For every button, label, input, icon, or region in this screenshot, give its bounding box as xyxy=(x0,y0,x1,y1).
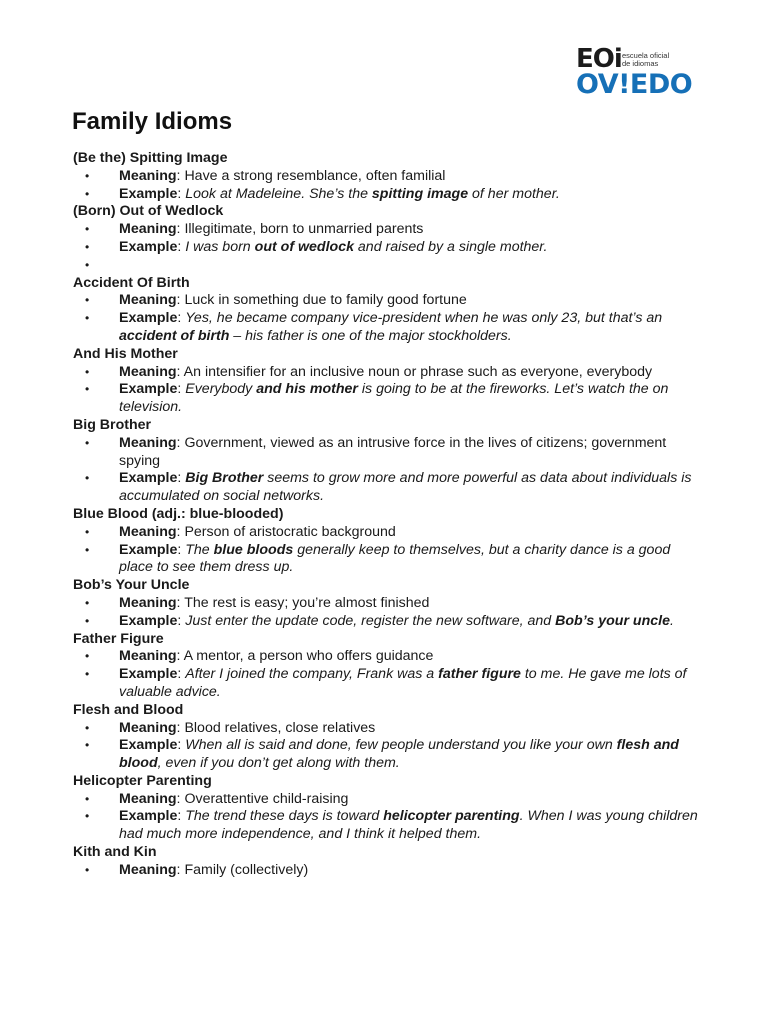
text-segment: generally keep to themselves, but a charity dance is a good place to see them dress up. xyxy=(119,541,671,576)
idiom-highlight: flesh and blood xyxy=(119,737,679,772)
idiom-highlight: spitting image xyxy=(371,185,469,202)
text-segment: Everybody xyxy=(185,381,257,398)
example-item: • Example: Just enter the update code, register the new software, and Bob’s your uncle. xyxy=(85,612,674,629)
meaning-item: • Meaning: Illegitimate, born to unmarried parents xyxy=(85,221,424,238)
bullet-icon: • xyxy=(85,311,90,326)
bullet-icon: • xyxy=(85,293,90,308)
meaning-text xyxy=(184,791,348,807)
bullet-icon: • xyxy=(85,186,90,201)
bullet-icon: • xyxy=(85,239,90,254)
example-text xyxy=(185,186,560,202)
meaning-text xyxy=(184,595,429,611)
text-segment: The trend these days is toward xyxy=(185,808,384,825)
bullet-icon: • xyxy=(85,595,90,610)
meaning-text xyxy=(184,168,445,184)
example-label: Example xyxy=(119,238,178,255)
idiom-highlight: and his mother xyxy=(256,381,358,398)
text-segment: Overattentive child-raising xyxy=(184,790,349,807)
example-label: Example xyxy=(119,808,178,825)
idiom-highlight: blue bloods xyxy=(213,541,294,558)
meaning-text xyxy=(184,648,434,664)
example-text xyxy=(119,737,679,771)
bullet-icon: • xyxy=(85,809,90,824)
example-item: • Example: When all is said and done, few people understand you like your own flesh and blood, even if you don’t get along with them. xyxy=(85,737,679,772)
example-label: Example xyxy=(119,541,178,558)
meaning-text xyxy=(184,221,423,237)
idiom-details xyxy=(73,720,703,773)
meaning-item: • Meaning: Have a strong resemblance, often familial xyxy=(85,167,446,184)
idiom-highlight: accident of birth xyxy=(119,327,230,344)
logo-city-wordmark: OV!EDO xyxy=(576,69,693,100)
idiom-details xyxy=(73,791,703,844)
text-segment: Illegitimate, born to unmarried parents xyxy=(184,221,424,238)
meaning-label: Meaning xyxy=(119,719,177,736)
text-segment: Yes, he became company vice-president when he was only 23, but that’s an xyxy=(185,310,663,327)
idiom-details xyxy=(73,292,703,345)
meaning-text xyxy=(184,720,375,736)
text-segment: A mentor, a person who offers guidance xyxy=(183,648,434,665)
meaning-label: Meaning xyxy=(119,167,177,184)
example-label: Example xyxy=(119,185,178,202)
example-item: • Example: I was born out of wedlock and raised by a single mother. xyxy=(85,238,548,255)
bullet-icon: • xyxy=(85,720,90,735)
idiom-heading: Helicopter Parenting xyxy=(73,772,212,789)
bullet-icon: • xyxy=(85,667,90,682)
bullet-icon: • xyxy=(85,791,90,806)
meaning-label: Meaning xyxy=(119,523,177,540)
bullet-icon: • xyxy=(85,222,90,237)
idiom-details xyxy=(73,168,703,204)
idiom-details xyxy=(73,648,703,701)
bullet-icon: • xyxy=(85,364,90,379)
idiom-heading: Kith and Kin xyxy=(73,844,157,861)
bullet-icon: • xyxy=(85,471,90,486)
meaning-text xyxy=(184,862,308,878)
text-segment: – his father is one of the major stockholders. xyxy=(229,327,512,344)
text-segment: Blood relatives, close relatives xyxy=(184,719,376,736)
idiom-heading: Flesh and Blood xyxy=(73,701,184,718)
meaning-item: • Meaning: Overattentive child-raising xyxy=(85,790,349,807)
example-item: • Example: The trend these days is toward helicopter parenting. When I was young children had much more independence, and I think it helped them. xyxy=(85,808,698,843)
text-segment: and raised by a single mother. xyxy=(353,238,548,255)
idiom-details xyxy=(73,364,703,417)
bullet-icon: • xyxy=(85,649,90,664)
meaning-label: Meaning xyxy=(119,861,177,878)
idiom-heading: Accident Of Birth xyxy=(73,274,190,291)
example-text xyxy=(119,381,668,415)
page-title: Family Idioms xyxy=(72,108,233,135)
text-segment: After I joined the company, Frank was a xyxy=(185,666,439,683)
idiom-highlight: father figure xyxy=(438,666,521,683)
text-segment: An intensifier for an inclusive noun or phrase such as everyone, everybody xyxy=(183,363,653,380)
text-segment: to me. He gave me lots of valuable advice. xyxy=(119,666,687,700)
text-segment: Have a strong resemblance, often familial xyxy=(184,167,446,184)
bullet-icon: • xyxy=(85,862,90,877)
example-text xyxy=(185,613,674,629)
example-text xyxy=(119,310,662,344)
meaning-item: • Meaning: Blood relatives, close relatives xyxy=(85,719,376,736)
text-segment: Luck in something due to family good fortune xyxy=(184,292,467,309)
idiom-highlight: Big Brother xyxy=(185,470,264,487)
idiom-heading: Blue Blood (adj.: blue-blooded) xyxy=(73,505,284,522)
text-segment: Government, viewed as an intrusive force in the lives of citizens; government spying xyxy=(119,434,667,469)
bullet-icon: • xyxy=(85,257,90,272)
meaning-item: • Meaning: Government, viewed as an intrusive force in the lives of citizens; government spying xyxy=(85,434,667,469)
idiom-heading: And His Mother xyxy=(73,345,178,362)
logo-tagline xyxy=(622,52,669,68)
idiom-heading: Father Figure xyxy=(73,630,164,647)
idiom-highlight: Bob’s your uncle xyxy=(555,612,670,629)
text-segment: is going to be at the fireworks. Let’s watch the on television. xyxy=(119,381,669,416)
meaning-label: Meaning xyxy=(119,221,177,238)
example-label: Example xyxy=(119,666,178,683)
text-segment: I was born xyxy=(185,238,255,255)
example-label: Example xyxy=(119,470,178,487)
meaning-label: Meaning xyxy=(119,790,177,807)
bullet-icon: • xyxy=(85,613,90,628)
logo-tagline-line-1: escuela oficial xyxy=(622,51,670,60)
text-segment: When all is said and done, few people understand you like your own xyxy=(185,737,617,754)
empty-bullet xyxy=(73,257,703,275)
bullet-icon: • xyxy=(85,435,90,450)
example-text xyxy=(185,239,547,255)
meaning-item: • Meaning: Luck in something due to family good fortune xyxy=(85,292,467,309)
idiom-list xyxy=(73,150,703,880)
text-segment: The rest is easy; you’re almost finished xyxy=(184,594,430,611)
example-text xyxy=(119,808,698,842)
text-segment: of her mother. xyxy=(468,185,560,202)
idiom-details xyxy=(73,524,703,577)
text-segment: Family (collectively) xyxy=(184,861,309,878)
text-segment: Person of aristocratic background xyxy=(184,523,396,540)
example-label: Example xyxy=(119,737,178,754)
text-segment: seems to grow more and more powerful as data about individuals is accumulated on social networks. xyxy=(119,470,692,505)
meaning-label: Meaning xyxy=(119,292,177,309)
example-item: • Example: After I joined the company, Frank was a father figure to me. He gave me lots of valuable advice. xyxy=(85,666,687,700)
logo-eoi-wordmark: EOi xyxy=(576,44,622,74)
idiom-details xyxy=(73,435,703,506)
example-text xyxy=(119,666,687,700)
example-label: Example xyxy=(119,612,178,629)
bullet-icon: • xyxy=(85,542,90,557)
idiom-highlight: helicopter parenting xyxy=(383,808,520,825)
example-text xyxy=(119,542,670,576)
example-label: Example xyxy=(119,381,178,398)
example-item: • Example: Look at Madeleine. She’s the spitting image of her mother. xyxy=(85,185,560,202)
meaning-text xyxy=(184,364,652,380)
idiom-details xyxy=(73,595,703,631)
meaning-label: Meaning xyxy=(119,648,177,665)
idiom-details xyxy=(73,862,703,880)
meaning-item: • Meaning: An intensifier for an inclusive noun or phrase such as everyone, everybody xyxy=(85,363,653,380)
idiom-heading: (Be the) Spitting Image xyxy=(73,150,228,166)
text-segment: , even if you don’t get along with them. xyxy=(157,755,400,772)
idiom-heading: (Born) Out of Wedlock xyxy=(73,203,224,220)
text-segment: The xyxy=(185,541,214,558)
meaning-item: • Meaning: Person of aristocratic background xyxy=(85,523,396,540)
eoi-oviedo-logo xyxy=(576,46,706,102)
text-segment: Just enter the update code, register the new software, and xyxy=(185,612,556,629)
idiom-heading: Bob’s Your Uncle xyxy=(73,577,190,594)
example-item: • Example: Yes, he became company vice-president when he was only 23, but that’s an accident of birth – his father is one of the major stockholders. xyxy=(85,310,663,344)
meaning-item: • Meaning: A mentor, a person who offers guidance xyxy=(85,648,434,665)
logo-tagline-line-2: de idiomas xyxy=(622,59,659,68)
bullet-icon: • xyxy=(85,524,90,539)
meaning-label: Meaning xyxy=(119,363,177,380)
example-item: • Example: The blue bloods generally keep to themselves, but a charity dance is a good place to see them dress up. xyxy=(85,541,671,576)
idiom-highlight: out of wedlock xyxy=(254,238,354,255)
bullet-icon: • xyxy=(85,168,90,183)
example-text xyxy=(119,470,692,504)
meaning-item: • Meaning: Family (collectively) xyxy=(85,861,309,878)
meaning-label: Meaning xyxy=(119,434,177,451)
meaning-text xyxy=(184,524,395,540)
example-label: Example xyxy=(119,310,178,327)
bullet-icon: • xyxy=(85,382,90,397)
bullet-icon: • xyxy=(85,738,90,753)
meaning-label: Meaning xyxy=(119,594,177,611)
example-item: • Example: Everybody and his mother is going to be at the fireworks. Let’s watch the on television. xyxy=(85,381,669,416)
text-segment: . xyxy=(669,612,674,629)
meaning-item: • Meaning: The rest is easy; you’re almost finished xyxy=(85,594,430,611)
idiom-heading: Big Brother xyxy=(73,416,152,433)
meaning-text xyxy=(119,435,666,469)
text-segment: Look at Madeleine. She’s the xyxy=(185,185,372,202)
idiom-details xyxy=(73,221,703,274)
text-segment: . When I was young children had much more independence, and I think it helped them. xyxy=(119,808,698,843)
meaning-text xyxy=(184,292,466,308)
example-item: • Example: Big Brother seems to grow more and more powerful as data about individuals is accumulated on social networks. xyxy=(85,470,692,505)
